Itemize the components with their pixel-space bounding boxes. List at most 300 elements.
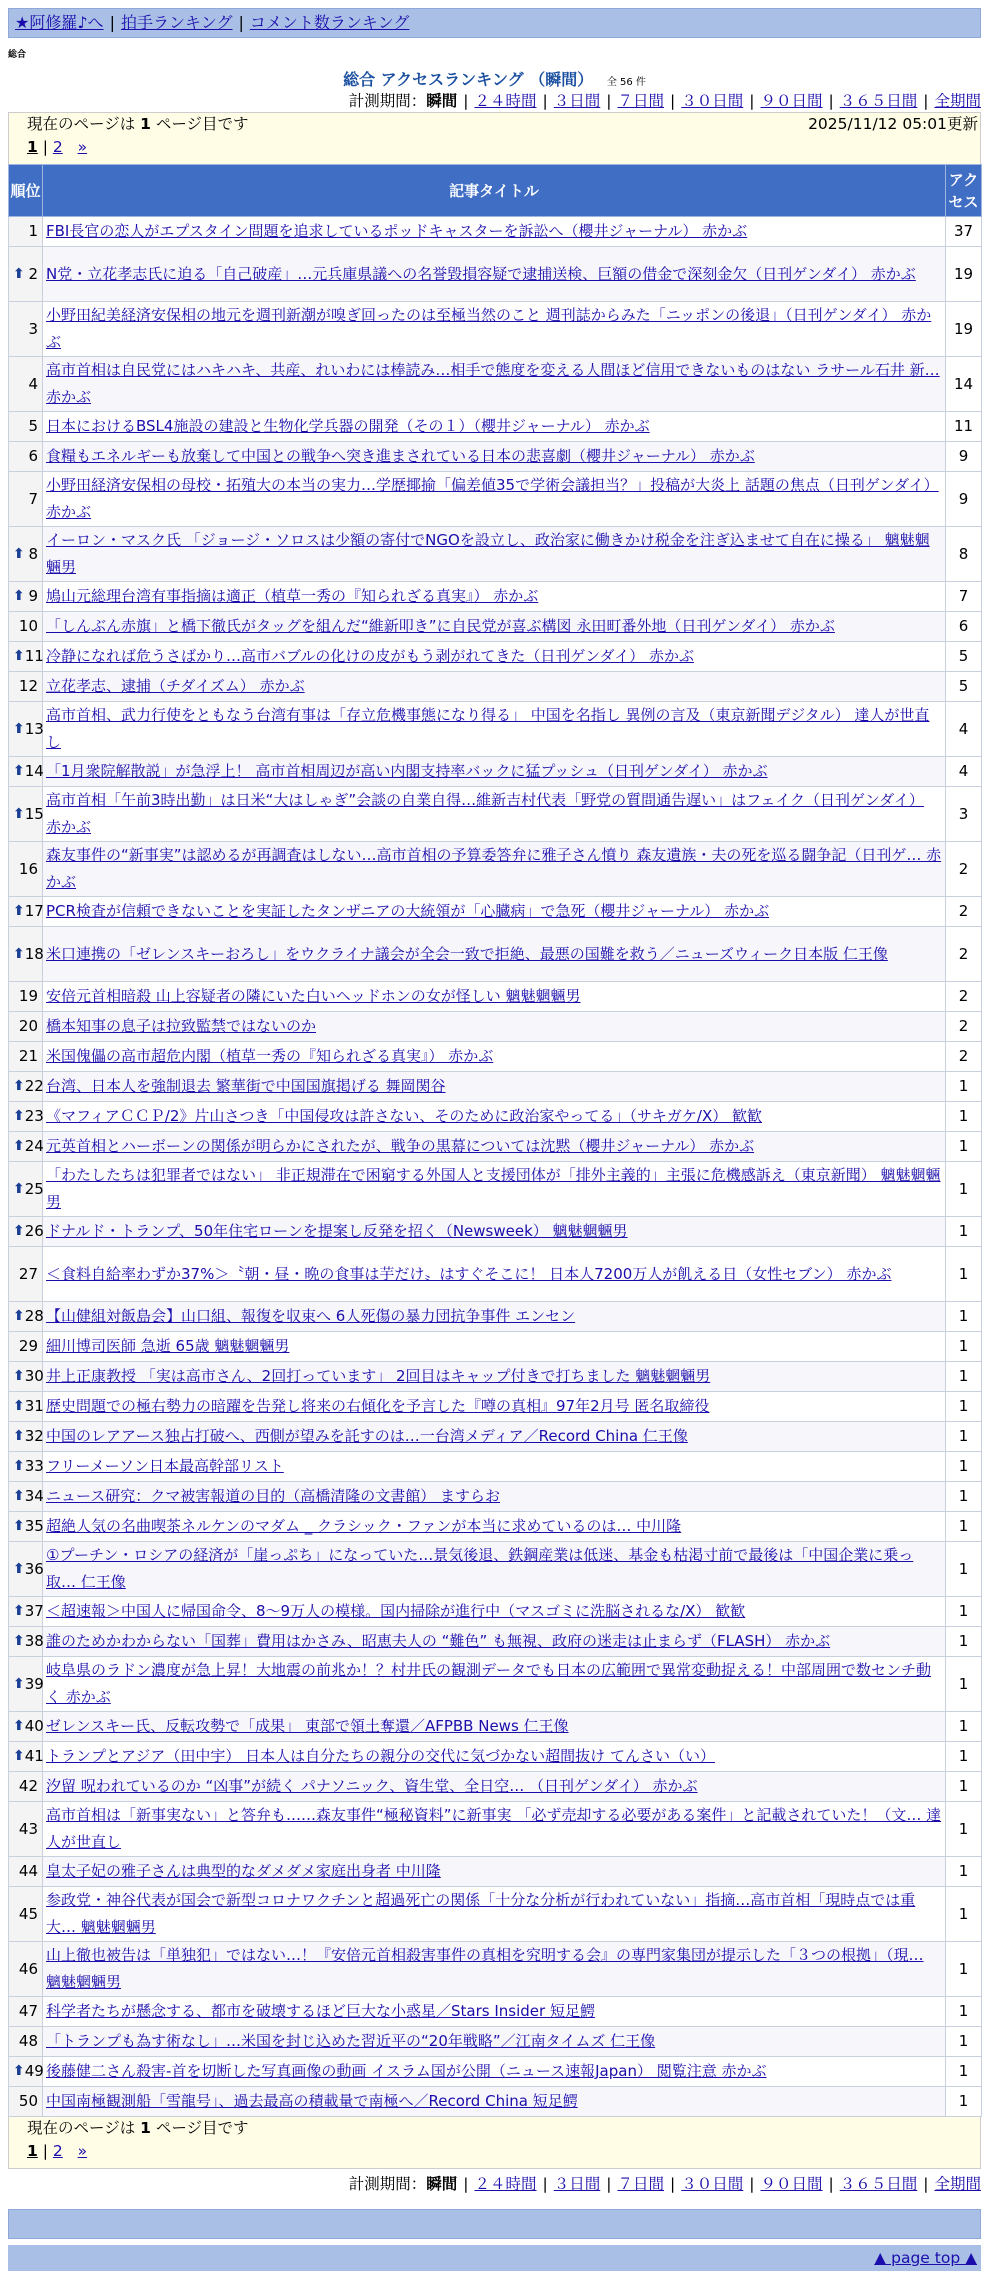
article-link[interactable]: 中国南極観測船「雪龍号」、過去最高の積載量で南極へ／Record China 短足鰐 — [46, 2092, 578, 2110]
article-link[interactable]: 参政党・神谷代表が国会で新型コロナワクチンと超過死亡の関係「十分な分析が行われていない」指摘…高市首相「現時点では重大… 魑魅魍魎男 — [46, 1891, 916, 1936]
rank-number: 29 — [18, 1337, 38, 1355]
title-cell — [43, 412, 946, 442]
pager-page-1: 1 — [27, 2141, 38, 2160]
title-cell — [43, 1542, 946, 1597]
rank-cell — [9, 672, 43, 702]
table-row — [9, 1657, 982, 1712]
table-row — [9, 1102, 982, 1132]
rank-cell — [9, 1162, 43, 1217]
table-row — [9, 1132, 982, 1162]
access-count: 2 — [946, 842, 982, 897]
pager-page-1: 1 — [27, 137, 38, 156]
period-separator: | — [542, 92, 548, 110]
table-row — [9, 247, 982, 302]
pager-page-2[interactable]: 2 — [52, 137, 63, 156]
access-count: 4 — [946, 757, 982, 787]
article-link[interactable]: 《マフィアＣＣＰ/2》片山さつき「中国侵攻は許さない、そのために政治家やってる」（サキガケ/X） 歓歓 — [46, 1107, 762, 1125]
access-count: 1 — [946, 1857, 982, 1887]
article-link[interactable]: FBI長官の恋人がエプスタイン問題を追求しているポッドキャスターを訴訟へ（櫻井ジャーナル） 赤かぶ — [46, 222, 748, 240]
rank-cell — [9, 527, 43, 582]
title-cell — [43, 1217, 946, 1247]
access-count: 1 — [946, 1542, 982, 1597]
article-link[interactable]: 後藤健二さん殺害-首を切断した写真画像の動画 イスラム国が公開（ニュース速報Japan） 閲覧注意 赤かぶ — [46, 2062, 767, 2080]
rank-number: 4 — [28, 374, 38, 393]
rank-number: 8 — [28, 544, 38, 563]
title-cell — [43, 442, 946, 472]
rank-number: 24 — [24, 1137, 44, 1155]
rank-cell — [9, 1072, 43, 1102]
article-link[interactable]: ゼレンスキー氏、反転攻勢で「成果」 東部で領土奪還／AFPBB News 仁王像 — [46, 1717, 569, 1735]
ranking-title-row — [8, 70, 981, 90]
title-header: 記事タイトル — [43, 165, 946, 217]
access-count: 1 — [946, 1712, 982, 1742]
rank-number: 7 — [28, 489, 38, 508]
rank-number: 19 — [18, 987, 38, 1005]
period-separator: | — [670, 92, 676, 110]
title-cell — [43, 2087, 946, 2117]
access-count: 7 — [946, 582, 982, 612]
nav-separator: | — [109, 13, 115, 33]
rank-number: 25 — [24, 1179, 44, 1198]
article-link[interactable]: ＜食料自給率わずか37%＞〝朝・昼・晩の食事は芋だけ〟はすぐそこに！ 日本人7200万人が飢える日（女性セブン） 赤かぶ — [46, 1264, 892, 1283]
article-link[interactable]: 科学者たちが懸念する、都市を破壊するほど巨大な小惑星／Stars Insider 短足鰐 — [46, 2002, 595, 2020]
title-cell — [43, 1247, 946, 1302]
access-count: 1 — [946, 1772, 982, 1802]
title-cell — [43, 1802, 946, 1857]
rank-number: 40 — [24, 1717, 44, 1735]
rank-number: 3 — [28, 319, 38, 338]
access-count: 2 — [946, 927, 982, 982]
table-row — [9, 1042, 982, 1072]
table-row — [9, 1302, 982, 1332]
rank-number: 38 — [24, 1632, 44, 1650]
access-header: アクセス — [946, 165, 982, 217]
access-count: 19 — [946, 247, 982, 302]
rank-number: 16 — [18, 859, 38, 878]
title-cell — [43, 982, 946, 1012]
rank-up-arrow-icon: ⬆ — [13, 1458, 25, 1474]
article-link[interactable]: 元英首相とハーボーンの関係が明らかにされたが、戦争の黒幕については沈黙（櫻井ジャーナル） 赤かぶ — [46, 1137, 755, 1155]
title-cell — [43, 1857, 946, 1887]
title-cell — [43, 1012, 946, 1042]
period-option[interactable]: ２４時間 — [474, 92, 537, 110]
table-row — [9, 1542, 982, 1597]
rank-cell — [9, 1102, 43, 1132]
table-row — [9, 642, 982, 672]
title-cell — [43, 1597, 946, 1627]
access-count: 1 — [946, 1742, 982, 1772]
article-link[interactable]: ①プーチン・ロシアの経済が「崖っぷち」になっていた…景気後退、鉄鋼産業は低迷、基金も枯渇寸前で最後は「中国企業に乗っ取… 仁王像 — [46, 1546, 914, 1591]
article-link[interactable]: 食糧もエネルギーも放棄して中国との戦争へ突き進まされている日本の悲喜劇（櫻井ジャーナル） 赤かぶ — [46, 447, 755, 465]
access-count: 14 — [946, 357, 982, 412]
table-row — [9, 927, 982, 982]
period-option[interactable]: ２４時間 — [474, 2175, 537, 2193]
article-link[interactable]: 台湾、日本人を強制退去 繁華街で中国国旗掲げる 舞岡関谷 — [46, 1077, 446, 1095]
rank-cell — [9, 1887, 43, 1942]
period-selector-top — [8, 90, 981, 112]
title-cell — [43, 787, 946, 842]
rank-up-arrow-icon: ⬆ — [13, 1748, 25, 1764]
access-count: 1 — [946, 1512, 982, 1542]
article-link[interactable]: 「わたしたちは犯罪者ではない」 非正規滞在で困窮する外国人と支援団体が「排外主義的」主張に危機感訴え（東京新聞） 魑魅魍魎男 — [46, 1166, 941, 1211]
period-option[interactable]: ３６５日間 — [839, 92, 918, 110]
period-option[interactable]: ３０日間 — [681, 92, 744, 110]
rank-number: 36 — [24, 1559, 44, 1578]
table-row — [9, 1802, 982, 1857]
rank-cell — [9, 1302, 43, 1332]
table-row — [9, 757, 982, 787]
article-link[interactable]: 高市首相「午前3時出勤」は日米“大はしゃぎ”会談の自業自得…維新吉村代表「野党の質問通告遅い」はフェイク（日刊ゲンダイ） 赤かぶ — [46, 791, 924, 836]
access-count: 8 — [946, 527, 982, 582]
table-row — [9, 1392, 982, 1422]
table-row — [9, 1452, 982, 1482]
table-row — [9, 897, 982, 927]
pager-next[interactable]: » — [77, 2141, 88, 2160]
article-link[interactable]: 「しんぶん赤旗」と橋下徹氏がタッグを組んだ“維新叩き”に自民党が喜ぶ構図 永田町番外地（日刊ゲンダイ） 赤かぶ — [46, 617, 835, 635]
title-cell — [43, 1482, 946, 1512]
article-link[interactable]: 細川博司医師 急逝 65歳 魑魅魍魎男 — [46, 1337, 290, 1355]
rank-cell — [9, 1422, 43, 1452]
article-link[interactable]: ニュース研究：クマ被害報道の目的（高橋清隆の文書館） ますらお — [46, 1487, 501, 1505]
access-count: 19 — [946, 302, 982, 357]
rank-cell — [9, 1802, 43, 1857]
article-link[interactable]: 森友事件の“新事実”は認めるが再調査はしない…高市首相の予算委答弁に雅子さん憤り 森友遺族・夫の死を巡る闘争記（日刊ゲ… 赤かぶ — [46, 846, 942, 891]
rank-up-arrow-icon: ⬆ — [13, 545, 25, 562]
rank-cell — [9, 702, 43, 757]
rank-up-arrow-icon: ⬆ — [13, 805, 25, 822]
title-cell — [43, 1887, 946, 1942]
access-count: 2 — [946, 897, 982, 927]
table-row — [9, 1512, 982, 1542]
rank-up-arrow-icon: ⬆ — [13, 648, 25, 664]
rank-cell — [9, 1362, 43, 1392]
table-row — [9, 1742, 982, 1772]
rank-number: 45 — [18, 1904, 38, 1923]
period-option[interactable]: ９０日間 — [760, 2175, 823, 2193]
period-separator: | — [542, 2175, 548, 2193]
rank-up-arrow-icon: ⬆ — [13, 945, 25, 962]
access-count: 1 — [946, 2087, 982, 2117]
rank-up-arrow-icon: ⬆ — [13, 2063, 25, 2079]
title-cell — [43, 1302, 946, 1332]
rank-number: 27 — [18, 1264, 38, 1283]
access-count: 4 — [946, 702, 982, 757]
article-link[interactable]: 米口連携の「ゼレンスキーおろし」をウクライナ議会が全会一致で拒絶、最悪の国難を救う／ニューズウィーク日本版 仁王像 — [46, 944, 888, 963]
article-link[interactable]: ＜超速報＞中国人に帰国命令、8～9万人の模様。国内掃除が進行中（マスゴミに洗脳されるな/X） 歓歓 — [46, 1602, 746, 1620]
table-row — [9, 1997, 982, 2027]
rank-cell — [9, 1247, 43, 1302]
access-count: 1 — [946, 1887, 982, 1942]
rank-cell — [9, 412, 43, 442]
title-cell — [43, 672, 946, 702]
article-link[interactable]: 「トランプも為す術なし」…米国を封じ込めた習近平の“20年戦略”／江南タイムズ 仁王像 — [46, 2032, 656, 2050]
rank-cell — [9, 1857, 43, 1887]
rank-number: 49 — [24, 2062, 44, 2080]
table-row — [9, 1887, 982, 1942]
ranking-count: 全 56 件 — [606, 77, 646, 88]
article-link[interactable]: 【山健組対飯島会】山口組、報復を収束へ 6人死傷の暴力団抗争事件 エンセン — [46, 1307, 576, 1325]
rank-cell — [9, 2087, 43, 2117]
rank-cell — [9, 247, 43, 302]
article-link[interactable]: 小野田紀美経済安保相の地元を週刊新潮が嗅ぎ回ったのは至極当然のこと 週刊誌からみた「ニッポンの後退」（日刊ゲンダイ） 赤かぶ — [46, 306, 932, 351]
article-link[interactable]: 日本におけるBSL4施設の建設と生物化学兵器の開発（その１）（櫻井ジャーナル） 赤かぶ — [46, 417, 650, 435]
home-link[interactable]: ★阿修羅♪へ — [15, 13, 104, 33]
access-count: 1 — [946, 1132, 982, 1162]
rank-number: 26 — [24, 1222, 44, 1240]
ranking-rows — [9, 217, 982, 2117]
rank-up-arrow-icon: ⬆ — [13, 1560, 25, 1577]
table-row — [9, 1942, 982, 1997]
period-separator: | — [670, 2175, 676, 2193]
rank-up-arrow-icon: ⬆ — [13, 1078, 25, 1094]
rank-cell — [9, 1132, 43, 1162]
article-link[interactable]: 米国傀儡の高市超危内閣（植草一秀の『知られざる真実』） 赤かぶ — [46, 1047, 494, 1065]
article-link[interactable]: ドナルド・トランプ、50年住宅ローンを提案し反発を招く（Newsweek） 魑魅魍魎男 — [46, 1222, 628, 1240]
access-count: 6 — [946, 612, 982, 642]
access-count: 1 — [946, 2027, 982, 2057]
rank-up-arrow-icon: ⬆ — [13, 265, 25, 282]
table-row — [9, 1362, 982, 1392]
rank-cell — [9, 357, 43, 412]
article-link[interactable]: 皇太子妃の雅子さんは典型的なダメダメ家庭出身者 中川隆 — [46, 1862, 441, 1880]
table-row — [9, 787, 982, 842]
article-link[interactable]: 「1月衆院解散説」が急浮上！ 高市首相周辺が高い内閣支持率バックに猛プッシュ（日刊ゲンダイ） 赤かぶ — [46, 762, 768, 780]
article-link[interactable]: 超絶人気の名曲喫茶ネルケンのマダム _ クラシック・ファンが本当に求めているのは… 中川隆 — [46, 1517, 682, 1535]
title-cell — [43, 527, 946, 582]
table-row — [9, 1712, 982, 1742]
rank-number: 42 — [18, 1777, 38, 1795]
rank-number: 9 — [28, 587, 38, 605]
updated-timestamp: 2025/11/12 05:01更新 — [808, 115, 978, 133]
rank-header: 順位 — [9, 165, 43, 217]
title-cell — [43, 1997, 946, 2027]
article-link[interactable]: 橋本知事の息子は拉致監禁ではないのか — [46, 1017, 317, 1035]
article-link[interactable]: イーロン・マスク氏 「ジョージ・ソロスは少額の寄付でNGOを設立し、政治家に働きかけ税金を注ぎ込ませて自在に操る」 魑魅魍魎男 — [46, 531, 930, 576]
rank-number: 50 — [18, 2092, 38, 2110]
title-cell — [43, 1512, 946, 1542]
title-cell — [43, 1627, 946, 1657]
rank-number: 35 — [24, 1517, 44, 1535]
article-link[interactable]: 鳩山元総理台湾有事指摘は適正（植草一秀の『知られざる真実』） 赤かぶ — [46, 587, 539, 605]
rank-cell — [9, 927, 43, 982]
rank-number: 10 — [18, 617, 38, 635]
rank-number: 20 — [18, 1017, 38, 1035]
period-option[interactable]: ３０日間 — [681, 2175, 744, 2193]
rank-cell — [9, 2057, 43, 2087]
access-count: 1 — [946, 1392, 982, 1422]
article-link[interactable]: トランプとアジア（田中宇） 日本人は自分たちの親分の交代に気づかない超間抜け てんさい（い） — [46, 1747, 715, 1765]
rank-up-arrow-icon: ⬆ — [13, 1398, 25, 1414]
title-cell — [43, 1772, 946, 1802]
table-row — [9, 582, 982, 612]
period-option[interactable]: 全期間 — [934, 2175, 981, 2193]
page-top-link[interactable]: ▲ page top ▲ — [874, 2249, 977, 2267]
period-separator: | — [923, 92, 929, 110]
rank-number: 12 — [18, 677, 38, 695]
rank-up-arrow-icon: ⬆ — [13, 1428, 25, 1444]
period-separator: | — [606, 92, 612, 110]
table-row — [9, 442, 982, 472]
article-link[interactable]: 小野田経済安保相の母校・拓殖大の本当の実力…学歴揶揄「偏差値35で学術会議担当？」投稿が大炎上 話題の焦点（日刊ゲンダイ） 赤かぶ — [46, 476, 939, 521]
rank-cell — [9, 1712, 43, 1742]
title-cell — [43, 897, 946, 927]
rank-number: 41 — [24, 1747, 44, 1765]
rank-cell — [9, 217, 43, 247]
rank-number: 23 — [24, 1107, 44, 1125]
rank-number: 31 — [24, 1397, 44, 1415]
table-row — [9, 1012, 982, 1042]
period-label: 計測期間： — [348, 92, 427, 110]
article-link[interactable]: 岐阜県のラドン濃度が急上昇！大地震の前兆か！？村井氏の観測データでも日本の広範囲で異常変動捉える！中部周囲で数センチ動く 赤かぶ — [46, 1661, 932, 1706]
rank-number: 33 — [24, 1457, 44, 1475]
period-option[interactable]: 全期間 — [934, 92, 981, 110]
table-row — [9, 2087, 982, 2117]
title-cell — [43, 612, 946, 642]
rank-number: 15 — [24, 804, 44, 823]
rank-number: 48 — [18, 2032, 38, 2050]
access-count: 1 — [946, 1102, 982, 1132]
article-link[interactable]: 高市首相、武力行使をともなう台湾有事は「存立危機事態になり得る」 中国を名指し 異例の言及（東京新聞デジタル） 達人が世直し — [46, 706, 930, 751]
access-count: 1 — [946, 1657, 982, 1712]
rank-cell — [9, 472, 43, 527]
rank-cell — [9, 1452, 43, 1482]
title-cell — [43, 1392, 946, 1422]
pager-top: 1 | 2 » — [27, 137, 88, 156]
article-link[interactable]: フリーメーソン日本最高幹部リスト — [46, 1457, 284, 1475]
rank-number: 44 — [18, 1862, 38, 1880]
rank-up-arrow-icon: ⬆ — [13, 1633, 25, 1649]
rank-number: 2 — [28, 264, 38, 283]
access-count: 1 — [946, 1332, 982, 1362]
article-link[interactable]: 中国のレアアース独占打破へ、西側が望みを託すのは…一台湾メディア／Record China 仁王像 — [46, 1427, 688, 1445]
rank-up-arrow-icon: ⬆ — [13, 720, 25, 737]
article-link[interactable]: 井上正康教授 「実は高市さん、2回打っています」 2回目はキャップ付きで打ちました 魑魅魍魎男 — [46, 1367, 711, 1385]
rank-number: 18 — [24, 944, 44, 963]
access-count: 1 — [946, 1452, 982, 1482]
rank-cell — [9, 1542, 43, 1597]
clap-ranking-link[interactable]: 拍手ランキング — [120, 13, 233, 33]
access-count: 1 — [946, 1627, 982, 1657]
rank-up-arrow-icon: ⬆ — [13, 1138, 25, 1154]
access-count: 1 — [946, 1422, 982, 1452]
rank-cell — [9, 1042, 43, 1072]
title-cell — [43, 1712, 946, 1742]
period-separator: | — [463, 92, 469, 110]
period-option[interactable]: ３日間 — [553, 2175, 601, 2193]
rank-number: 22 — [24, 1077, 44, 1095]
rank-cell — [9, 787, 43, 842]
title-cell — [43, 357, 946, 412]
rank-number: 46 — [18, 1959, 38, 1978]
access-count: 1 — [946, 1072, 982, 1102]
rank-number: 6 — [28, 447, 38, 465]
access-count: 9 — [946, 442, 982, 472]
title-cell — [43, 1132, 946, 1162]
access-count: 2 — [946, 982, 982, 1012]
article-link[interactable]: 安倍元首相暗殺 山上容疑者の隣にいた白いヘッドホンの女が怪しい 魑魅魍魎男 — [46, 987, 581, 1005]
rank-cell — [9, 442, 43, 472]
article-link[interactable]: 高市首相は自民党にはハキハキ、共産、れいわには棒読み…相手で態度を変える人間ほど信用できないものはない ラサール石井 新… 赤かぶ — [46, 361, 940, 406]
period-option[interactable]: ９０日間 — [760, 92, 823, 110]
title-cell — [43, 1452, 946, 1482]
rank-up-arrow-icon: ⬆ — [13, 1718, 25, 1734]
period-separator: | — [749, 2175, 755, 2193]
page-text: 現在のページは 1 ページ目です — [27, 2119, 249, 2137]
title-cell — [43, 1102, 946, 1132]
table-row — [9, 527, 982, 582]
article-link[interactable]: PCR検査が信頼できないことを実証したタンザニアの大統領が「心臓病」で急死（櫻井ジャーナル） 赤かぶ — [46, 902, 770, 920]
table-row — [9, 1247, 982, 1302]
access-count: 5 — [946, 642, 982, 672]
rank-cell — [9, 1392, 43, 1422]
title-cell — [43, 302, 946, 357]
title-cell — [43, 1332, 946, 1362]
table-row — [9, 672, 982, 702]
article-link[interactable]: 高市首相は「新事実ない」と答弁も……森友事件“極秘資料”に新事実 「必ず売却する必要がある案件」と記載されていた！（文… 達人が世直し — [46, 1806, 942, 1851]
access-count: 1 — [946, 1997, 982, 2027]
rank-cell — [9, 2027, 43, 2057]
access-count: 1 — [946, 1247, 982, 1302]
access-count: 1 — [946, 1802, 982, 1857]
article-link[interactable]: 汐留 呪われているのか “凶事”が続く パナソニック、資生堂、全日空… （日刊ゲンダイ） 赤かぶ — [46, 1777, 698, 1795]
rank-cell — [9, 1217, 43, 1247]
page-info-top — [8, 112, 981, 164]
access-count: 2 — [946, 1012, 982, 1042]
article-link[interactable]: 山上徹也被告は「単独犯」ではない…！『安倍元首相殺害事件の真相を究明する会』の専門家集団が提示した「３つの根拠」（現… 魑魅魍魎男 — [46, 1946, 924, 1991]
rank-number: 30 — [24, 1367, 44, 1385]
article-link[interactable]: 冷静になれば危うさばかり…高市バブルの化けの皮がもう剥がれてきた（日刊ゲンダイ） 赤かぶ — [46, 647, 694, 665]
title-cell — [43, 247, 946, 302]
rank-number: 5 — [28, 417, 38, 435]
rank-cell — [9, 302, 43, 357]
access-count: 37 — [946, 217, 982, 247]
rank-cell — [9, 1997, 43, 2027]
article-link[interactable]: 立花孝志、逮捕（チダイズム） 赤かぶ — [46, 677, 305, 695]
table-row — [9, 1162, 982, 1217]
comment-ranking-link[interactable]: コメント数ランキング — [249, 13, 410, 33]
rank-number: 28 — [24, 1307, 44, 1325]
article-link[interactable]: 誰のためかわからない「国葬」費用はかさみ、昭恵夫人の “難色” も無視、政府の迷走は止まらず（FLASH） 赤かぶ — [46, 1632, 831, 1650]
top-nav — [8, 8, 981, 38]
table-row — [9, 982, 982, 1012]
article-link[interactable]: 歴史問題での極右勢力の暗躍を告発し将来の右傾化を予言した『噂の真相』97年2月号 匿名取締役 — [46, 1397, 710, 1415]
rank-number: 39 — [24, 1674, 44, 1693]
rank-cell — [9, 1657, 43, 1712]
article-link[interactable]: N党・立花孝志氏に迫る「自己破産」…元兵庫県議への名誉毀損容疑で逮捕送検、巨額の借金で深刻金欠（日刊ゲンダイ） 赤かぶ — [46, 264, 916, 283]
rank-cell — [9, 842, 43, 897]
rank-cell — [9, 1772, 43, 1802]
rank-cell — [9, 1597, 43, 1627]
table-row — [9, 2027, 982, 2057]
table-row — [9, 472, 982, 527]
access-count: 2 — [946, 1042, 982, 1072]
period-separator: | — [749, 92, 755, 110]
rank-cell — [9, 897, 43, 927]
title-cell — [43, 2057, 946, 2087]
period-option[interactable]: ３６５日間 — [839, 2175, 918, 2193]
period-selector-bottom — [8, 2173, 981, 2195]
period-option[interactable]: ７日間 — [617, 2175, 664, 2193]
pager-next[interactable]: » — [77, 137, 88, 156]
table-row — [9, 702, 982, 757]
rank-cell — [9, 612, 43, 642]
title-cell — [43, 757, 946, 787]
rank-up-arrow-icon: ⬆ — [13, 763, 25, 779]
pager-page-2[interactable]: 2 — [52, 2141, 63, 2160]
title-cell — [43, 2027, 946, 2057]
period-option[interactable]: ７日間 — [617, 92, 664, 110]
period-option[interactable]: ３日間 — [553, 92, 601, 110]
